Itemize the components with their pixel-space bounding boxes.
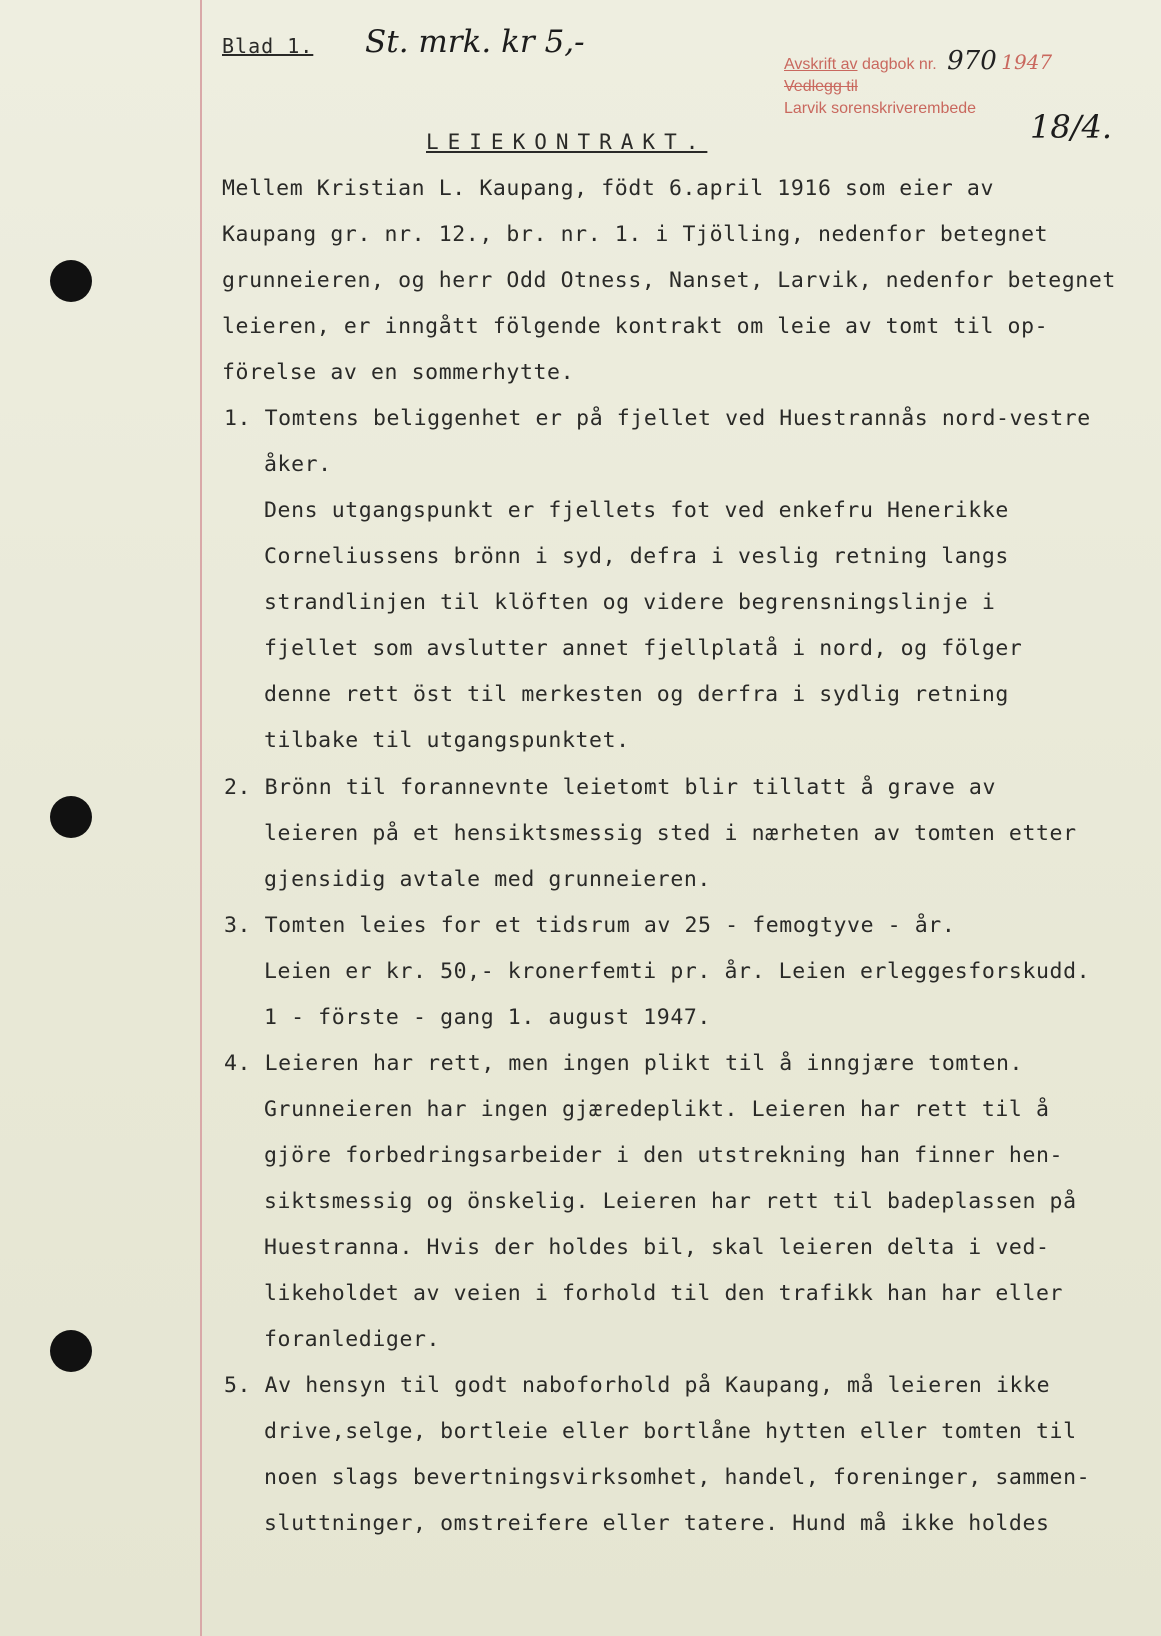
- punch-hole: [50, 1330, 92, 1372]
- clause-4-line: siktsmessig og önskelig. Leieren har rett til badeplassen på: [264, 1189, 1077, 1214]
- clause-4-line: gjöre forbedringsarbeider i den utstrekning han finner hen-: [264, 1143, 1064, 1168]
- stamp-date: 18/4.: [1030, 108, 1113, 146]
- document-title: LEIEKONTRAKT.: [426, 130, 708, 154]
- sheet-number: Blad 1.: [222, 34, 314, 58]
- clause-3-line: 3. Tomten leies for et tidsrum av 25 - femogtyve - år.: [224, 913, 956, 938]
- clause-3-line: 1 - förste - gang 1. august 1947.: [264, 1005, 711, 1030]
- clause-2-line: 2. Brönn til forannevnte leietomt blir tillatt å grave av: [224, 775, 997, 800]
- text-line: Mellem Kristian L. Kaupang, födt 6.april 1916 som eier av: [222, 176, 995, 201]
- clause-5-line: 5. Av hensyn til godt naboforhold på Kaupang, må leieren ikke: [224, 1373, 1051, 1398]
- registry-stamp: [784, 46, 1053, 120]
- stamp-year: 1947: [1001, 50, 1053, 74]
- margin-rule: [200, 0, 202, 1636]
- clause-2-line: gjensidig avtale med grunneieren.: [264, 867, 711, 892]
- punch-hole: [50, 796, 92, 838]
- text-line: Kaupang gr. nr. 12., br. nr. 1. i Tjölling, nedenfor betegnet: [222, 222, 1049, 247]
- clause-1-line: tilbake til utgangspunktet.: [264, 728, 630, 753]
- clause-4-line: foranlediger.: [264, 1327, 441, 1352]
- stamp-duty-note: St. mrk. kr 5,-: [365, 24, 585, 60]
- clause-5-line: noen slags bevertningsvirksomhet, handel, foreninger, sammen-: [264, 1465, 1091, 1490]
- stamp-dagbok: dagbok nr.: [861, 56, 937, 73]
- stamp-office: Larvik sorenskriverembede: [784, 100, 977, 117]
- clause-1-line: Dens utgangspunkt er fjellets fot ved enkefru Henerikke: [264, 498, 1009, 523]
- clause-1-line: åker.: [264, 452, 332, 477]
- stamp-dagbok-number: 970: [947, 46, 997, 76]
- text-line: leieren, er inngått fölgende kontrakt om leie av tomt til op-: [222, 314, 1049, 339]
- clause-1-line: 1. Tomtens beliggenhet er på fjellet ved Huestrannås nord-vestre: [224, 406, 1091, 431]
- clause-5-line: sluttninger, omstreifere eller tatere. Hund må ikke holdes: [264, 1511, 1050, 1536]
- text-line: grunneieren, og herr Odd Otness, Nanset, Larvik, nedenfor betegnet: [222, 268, 1116, 293]
- clause-5-line: drive,selge, bortleie eller bortlåne hytten eller tomten til: [264, 1419, 1077, 1444]
- clause-1-line: Corneliussens brönn i syd, defra i veslig retning langs: [264, 544, 1009, 569]
- clause-4-line: Grunneieren har ingen gjæredeplikt. Leieren har rett til å: [264, 1097, 1050, 1122]
- clause-1-line: strandlinjen til klöften og videre begrensningslinje i: [264, 590, 996, 615]
- stamp-vedlegg: Vedlegg til: [784, 78, 858, 95]
- text-line: förelse av en sommerhytte.: [222, 360, 575, 385]
- stamp-avskrift: Avskrift av: [784, 56, 858, 73]
- punch-hole: [50, 260, 92, 302]
- clause-1-line: fjellet som avslutter annet fjellplatå i nord, og fölger: [264, 636, 1023, 661]
- clause-4-line: likeholdet av veien i forhold til den trafikk han har eller: [264, 1281, 1064, 1306]
- clause-2-line: leieren på et hensiktsmessig sted i nærheten av tomten etter: [264, 821, 1077, 846]
- clause-4-line: Huestranna. Hvis der holdes bil, skal leieren delta i ved-: [264, 1235, 1050, 1260]
- clause-1-line: denne rett öst til merkesten og derfra i sydlig retning: [264, 682, 1009, 707]
- clause-3-line: Leien er kr. 50,- kronerfemti pr. år. Leien erleggesforskudd.: [264, 959, 1091, 984]
- clause-4-line: 4. Leieren har rett, men ingen plikt til å inngjære tomten.: [224, 1051, 1024, 1076]
